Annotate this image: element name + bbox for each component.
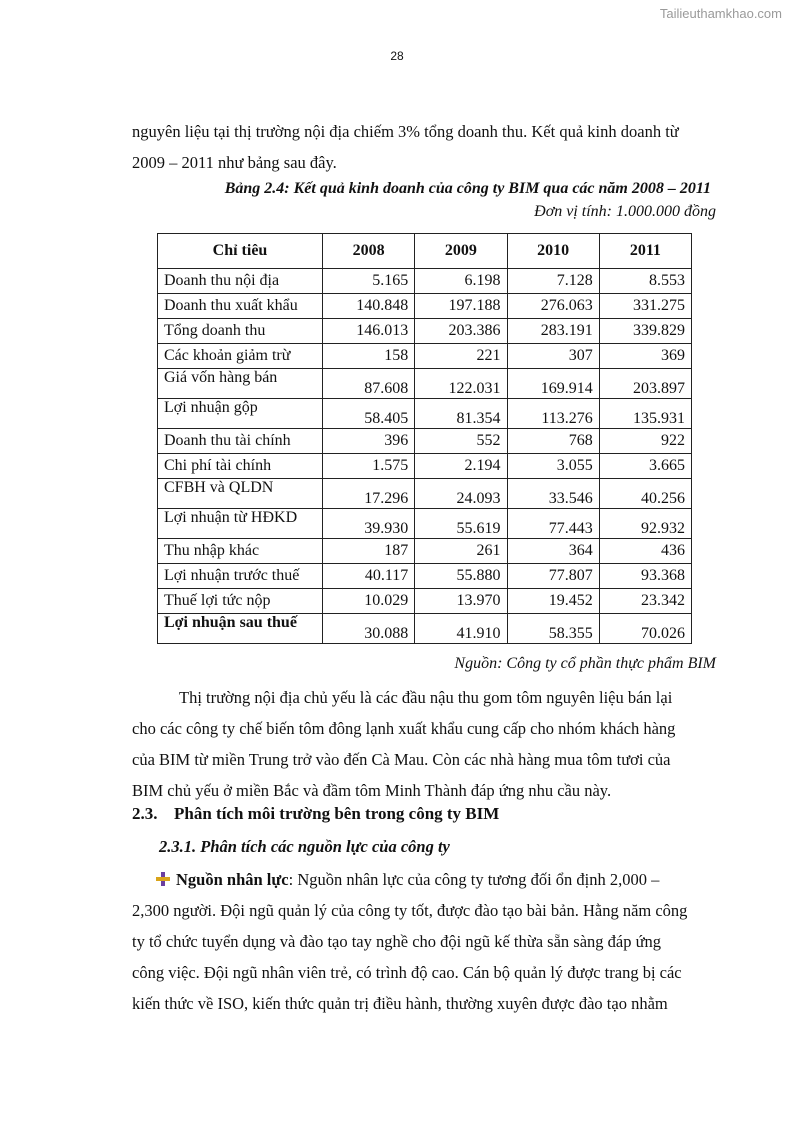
table-source: Nguồn: Công ty cổ phần thực phẩm BIM: [454, 655, 716, 672]
table-unit: Đơn vị tính: 1.000.000 đồng: [534, 203, 716, 220]
table-cell: 169.914: [507, 369, 599, 399]
intro-paragraph: [132, 116, 717, 178]
section-number: 2.3.: [132, 804, 158, 823]
table-cell: 8.553: [599, 269, 691, 294]
table-cell: 24.093: [415, 479, 507, 509]
column-header: 2009: [415, 234, 507, 269]
column-header: 2010: [507, 234, 599, 269]
table-cell: 93.368: [599, 564, 691, 589]
section-heading: [132, 804, 499, 824]
table-cell: 87.608: [323, 369, 415, 399]
table-row: [158, 454, 692, 479]
column-header: 2011: [599, 234, 691, 269]
paragraph-line: ty tổ chức tuyển dụng và đào tạo tay nghề cho đội ngũ kế thừa sẵn sàng đáp ứng: [132, 932, 662, 951]
section-title: Phân tích môi trường bên trong công ty BIM: [174, 804, 500, 823]
table-row: [158, 344, 692, 369]
table-cell: 146.013: [323, 319, 415, 344]
table-cell: 307: [507, 344, 599, 369]
table-cell: 10.029: [323, 589, 415, 614]
column-header: Chỉ tiêu: [158, 234, 323, 269]
table-row: [158, 319, 692, 344]
table-cell: 58.405: [323, 399, 415, 429]
row-label: Doanh thu tài chính: [158, 429, 323, 454]
table-cell: 55.619: [415, 509, 507, 539]
row-label: Thuế lợi tức nộp: [158, 589, 323, 614]
paragraph-line: kiến thức về ISO, kiến thức quản trị điều hành, thường xuyên được đào tạo nhằm: [132, 994, 668, 1013]
table-cell: 396: [323, 429, 415, 454]
table-cell: 92.932: [599, 509, 691, 539]
row-label: Thu nhập khác: [158, 539, 323, 564]
domestic-market-paragraph: [132, 682, 717, 806]
paragraph-line: BIM chủ yếu ở miền Bắc và đầm tôm Minh Thành đáp ứng nhu cầu này.: [132, 781, 612, 800]
table-cell: 339.829: [599, 319, 691, 344]
table-cell: 17.296: [323, 479, 415, 509]
table-cell: 41.910: [415, 614, 507, 644]
row-label: Lợi nhuận từ HĐKD: [158, 509, 323, 539]
table-cell: 122.031: [415, 369, 507, 399]
row-label: Các khoản giảm trừ: [158, 344, 323, 369]
table-cell: 3.055: [507, 454, 599, 479]
row-label: Lợi nhuận sau thuế: [158, 614, 323, 644]
paragraph-line: của BIM từ miền Trung trở vào đến Cà Mau. Còn các nhà hàng mua tôm tươi của: [132, 750, 671, 769]
table-cell: 276.063: [507, 294, 599, 319]
table-row: [158, 564, 692, 589]
row-label: Lợi nhuận gộp: [158, 399, 323, 429]
table-cell: 140.848: [323, 294, 415, 319]
row-label: Doanh thu xuất khẩu: [158, 294, 323, 319]
table-row: [158, 269, 692, 294]
table-cell: 2.194: [415, 454, 507, 479]
table-row: [158, 589, 692, 614]
watermark: Tailieuthamkhao.com: [659, 6, 782, 21]
table-cell: 81.354: [415, 399, 507, 429]
paragraph-line: 2,300 người. Đội ngũ quản lý của công ty tốt, được đào tạo bài bản. Hằng năm công: [132, 901, 688, 920]
table-cell: 283.191: [507, 319, 599, 344]
table-row: [158, 614, 692, 644]
table-cell: 203.386: [415, 319, 507, 344]
table-row: [158, 369, 692, 399]
row-label: Chi phí tài chính: [158, 454, 323, 479]
paragraph-line: : Nguồn nhân lực của công ty tương đối ổn định 2,000 –: [288, 870, 660, 889]
table-cell: 158: [323, 344, 415, 369]
table-cell: 77.443: [507, 509, 599, 539]
table-row: [158, 479, 692, 509]
table-cell: 261: [415, 539, 507, 564]
table-cell: 23.342: [599, 589, 691, 614]
table-cell: 55.880: [415, 564, 507, 589]
table-cell: 197.188: [415, 294, 507, 319]
table-caption: Bảng 2.4: Kết quả kinh doanh của công ty BIM qua các năm 2008 – 2011: [224, 180, 711, 197]
table-cell: 3.665: [599, 454, 691, 479]
row-label: CFBH và QLDN: [158, 479, 323, 509]
table-cell: 19.452: [507, 589, 599, 614]
table-cell: 30.088: [323, 614, 415, 644]
table-cell: 33.546: [507, 479, 599, 509]
paragraph-line: công việc. Đội ngũ nhân viên trẻ, có trình độ cao. Cán bộ quản lý được trang bị các: [132, 963, 682, 982]
table-cell: 221: [415, 344, 507, 369]
row-label: Lợi nhuận trước thuế: [158, 564, 323, 589]
table-cell: 13.970: [415, 589, 507, 614]
intro-line-2: 2009 – 2011 như bảng sau đây.: [132, 153, 337, 172]
table-cell: 768: [507, 429, 599, 454]
table-cell: 113.276: [507, 399, 599, 429]
table-cell: 70.026: [599, 614, 691, 644]
table-cell: 369: [599, 344, 691, 369]
row-label: Giá vốn hàng bán: [158, 369, 323, 399]
table-row: [158, 509, 692, 539]
table-cell: 77.807: [507, 564, 599, 589]
table-cell: 6.198: [415, 269, 507, 294]
intro-line-1: nguyên liệu tại thị trường nội địa chiếm 3% tổng doanh thu. Kết quả kinh doanh từ: [132, 122, 679, 141]
table-row: [158, 539, 692, 564]
table-row: [158, 429, 692, 454]
table-cell: 40.117: [323, 564, 415, 589]
business-results-table: [157, 233, 692, 644]
table-cell: 58.355: [507, 614, 599, 644]
table-cell: 39.930: [323, 509, 415, 539]
subsection-heading: 2.3.1. Phân tích các nguồn lực của công ty: [159, 837, 450, 856]
paragraph-line: Thị trường nội địa chủ yếu là các đầu nậu thu gom tôm nguyên liệu bán lại: [179, 688, 673, 707]
table-cell: 135.931: [599, 399, 691, 429]
table-row: [158, 399, 692, 429]
table-header-row: [158, 234, 692, 269]
human-resources-paragraph: [132, 864, 717, 1019]
table-cell: 922: [599, 429, 691, 454]
table-cell: 436: [599, 539, 691, 564]
row-label: Doanh thu nội địa: [158, 269, 323, 294]
table-cell: 1.575: [323, 454, 415, 479]
column-header: 2008: [323, 234, 415, 269]
bullet-cross-icon: [156, 872, 170, 886]
table-cell: 364: [507, 539, 599, 564]
page-number: 28: [390, 49, 404, 63]
paragraph-first-line: [132, 870, 659, 889]
table-cell: 7.128: [507, 269, 599, 294]
row-label: Tổng doanh thu: [158, 319, 323, 344]
hr-term: Nguồn nhân lực: [176, 870, 289, 889]
paragraph-line: cho các công ty chế biến tôm đông lạnh xuất khẩu cung cấp cho nhóm khách hàng: [132, 719, 676, 738]
table-cell: 40.256: [599, 479, 691, 509]
table-cell: 5.165: [323, 269, 415, 294]
table-cell: 552: [415, 429, 507, 454]
table-cell: 331.275: [599, 294, 691, 319]
table-cell: 203.897: [599, 369, 691, 399]
table-row: [158, 294, 692, 319]
table-cell: 187: [323, 539, 415, 564]
